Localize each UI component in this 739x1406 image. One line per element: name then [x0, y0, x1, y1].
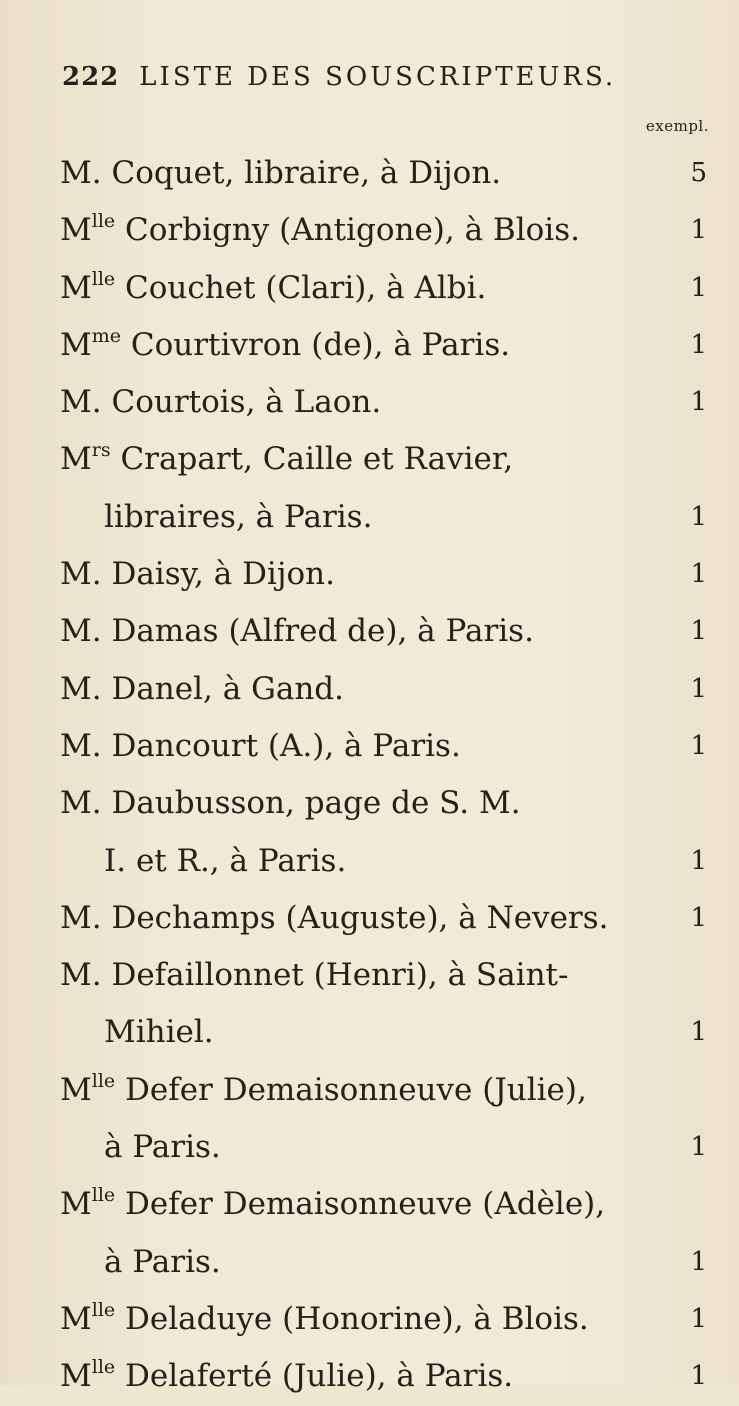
copies-count: 1	[690, 1017, 707, 1048]
copies-count: 1	[690, 902, 707, 933]
subscriber-details: Damas (Alfred de), à Paris.	[111, 613, 534, 650]
copies-count: 1	[690, 1246, 707, 1277]
subscriber-entry	[0, 145, 739, 202]
subscriber-title-superscript: lle	[91, 1356, 116, 1379]
running-title: LISTE DES SOUSCRIPTEURS.	[139, 62, 617, 92]
copies-count: 1	[690, 501, 707, 532]
subscriber-title: M.	[60, 556, 102, 593]
entry-line	[0, 718, 739, 775]
entry-text	[60, 202, 580, 259]
subscriber-details: Defer Demaisonneuve (Julie),	[125, 1071, 587, 1108]
entry-line	[0, 661, 739, 718]
entry-text	[60, 1291, 589, 1348]
entry-line	[0, 1062, 739, 1119]
entry-line	[0, 1348, 739, 1405]
entry-text	[60, 546, 335, 603]
copies-count: 1	[690, 845, 707, 876]
subscriber-details: Daubusson, page de S. M.	[111, 785, 521, 822]
entry-text	[60, 1176, 605, 1233]
subscriber-title-superscript: lle	[91, 1184, 116, 1207]
subscriber-entry	[0, 431, 739, 546]
entry-text	[104, 1234, 221, 1291]
copies-count: 5	[690, 158, 707, 188]
subscriber-entry	[0, 603, 739, 660]
subscriber-title: M	[60, 269, 92, 306]
subscriber-entry	[0, 260, 739, 317]
subscriber-entry	[0, 1176, 739, 1291]
entry-text	[60, 1062, 587, 1119]
subscriber-entry	[0, 947, 739, 1062]
entry-text	[104, 1004, 214, 1061]
subscriber-title: M.	[60, 957, 102, 994]
entry-line	[0, 546, 739, 603]
entry-text	[60, 661, 344, 718]
entry-text	[60, 145, 501, 202]
subscriber-details: Courtois, à Laon.	[111, 384, 382, 421]
subscriber-list	[0, 145, 739, 1406]
subscriber-title: M.	[60, 670, 102, 707]
copies-count: 1	[690, 1361, 707, 1392]
subscriber-title-superscript: lle	[91, 1298, 116, 1321]
entry-text	[60, 317, 510, 374]
subscriber-title: M.	[60, 384, 102, 421]
subscriber-title: M.	[60, 613, 102, 650]
copies-count: 1	[690, 387, 707, 418]
entry-text	[60, 431, 513, 488]
subscriber-details: Crapart, Caille et Ravier,	[120, 441, 514, 478]
entry-text	[60, 947, 568, 1004]
entry-text	[60, 260, 486, 317]
subscriber-details: Courtivron (de), à Paris.	[130, 326, 511, 363]
subscriber-details: à Paris.	[104, 1243, 221, 1280]
entry-line	[0, 775, 739, 832]
entry-text	[104, 489, 372, 546]
subscriber-title: M	[60, 1300, 92, 1337]
subscriber-title-superscript: lle	[91, 210, 116, 233]
subscriber-details: Delaferté (Julie), à Paris.	[125, 1358, 514, 1395]
subscriber-entry	[0, 1062, 739, 1177]
subscriber-title: M	[60, 326, 92, 363]
subscriber-entry	[0, 1348, 739, 1405]
subscriber-details: Defer Demaisonneuve (Adèle),	[125, 1186, 606, 1223]
subscriber-title: M	[60, 212, 92, 249]
copies-count: 1	[690, 730, 707, 761]
entry-line	[0, 260, 739, 317]
entry-text	[60, 890, 609, 947]
subscriber-title: M.	[60, 727, 102, 764]
copies-count: 1	[690, 272, 707, 303]
copies-column-header: exempl.	[645, 117, 709, 135]
copies-count: 1	[690, 1132, 707, 1163]
subscriber-details: à Paris.	[104, 1129, 221, 1166]
copies-count: 1	[690, 329, 707, 360]
entry-text	[104, 833, 346, 890]
copies-count: 1	[690, 616, 707, 647]
subscriber-entry	[0, 317, 739, 374]
subscriber-entry	[0, 890, 739, 947]
page-header	[62, 62, 662, 102]
subscriber-entry	[0, 202, 739, 259]
entry-text	[60, 775, 521, 832]
subscriber-title-superscript: rs	[91, 439, 111, 462]
entry-line	[0, 374, 739, 431]
entry-line	[0, 431, 739, 488]
subscriber-entry	[0, 1291, 739, 1348]
subscriber-details: Coquet, libraire, à Dijon.	[111, 155, 502, 191]
subscriber-entry	[0, 374, 739, 431]
entry-line	[0, 1291, 739, 1348]
copies-count: 1	[690, 215, 707, 246]
entry-line	[0, 317, 739, 374]
subscriber-details: Couchet (Clari), à Albi.	[125, 269, 487, 306]
entry-continuation-line	[0, 833, 739, 890]
page-number: 222	[62, 62, 120, 92]
copies-count: 1	[690, 673, 707, 704]
subscriber-entry	[0, 775, 739, 890]
subscriber-title: M.	[60, 899, 102, 936]
entry-continuation-line	[0, 489, 739, 546]
entry-continuation-line	[0, 1234, 739, 1291]
subscriber-title: M	[60, 1186, 92, 1223]
entry-continuation-line	[0, 1004, 739, 1061]
entry-text	[60, 374, 381, 431]
subscriber-details: Dechamps (Auguste), à Nevers.	[111, 899, 609, 936]
entry-line	[0, 1176, 739, 1233]
entry-line	[0, 145, 739, 202]
entry-line	[0, 890, 739, 947]
subscriber-details: libraires, à Paris.	[104, 498, 373, 535]
subscriber-entry	[0, 661, 739, 718]
subscriber-entry	[0, 546, 739, 603]
entry-continuation-line	[0, 1119, 739, 1176]
subscriber-title-superscript: lle	[91, 267, 116, 290]
entry-line	[0, 202, 739, 259]
copies-count: 1	[690, 559, 707, 590]
subscriber-details: Corbigny (Antigone), à Blois.	[125, 212, 580, 249]
subscriber-title: M	[60, 441, 92, 478]
entry-text	[60, 718, 461, 775]
subscriber-title-superscript: me	[91, 324, 122, 347]
entry-text	[104, 1119, 221, 1176]
subscriber-details: Mihiel.	[104, 1014, 214, 1051]
subscriber-details: I. et R., à Paris.	[104, 842, 347, 879]
entry-line	[0, 947, 739, 1004]
subscriber-title-superscript: lle	[91, 1069, 116, 1092]
subscriber-title: M	[60, 1071, 92, 1108]
subscriber-entry	[0, 718, 739, 775]
subscriber-title: M	[60, 1358, 92, 1395]
entry-text	[60, 603, 534, 660]
subscriber-details: Danel, à Gand.	[111, 670, 344, 707]
subscriber-details: Deladuye (Honorine), à Blois.	[125, 1300, 589, 1337]
copies-count: 1	[690, 1303, 707, 1334]
subscriber-details: Daisy, à Dijon.	[111, 556, 335, 593]
subscriber-details: Defaillonnet (Henri), à Saint-	[111, 957, 569, 994]
subscriber-title: M.	[60, 155, 102, 191]
entry-text	[60, 1348, 513, 1405]
entry-line	[0, 603, 739, 660]
subscriber-title: M.	[60, 785, 102, 822]
subscriber-details: Dancourt (A.), à Paris.	[111, 727, 461, 764]
